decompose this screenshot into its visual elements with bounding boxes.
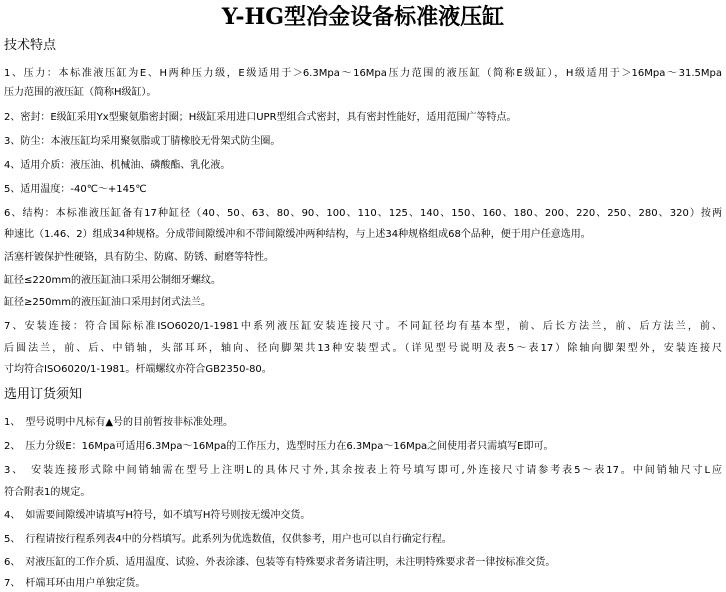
paragraph-line: 缸径≤220mm的液压缸油口采用公制细牙螺纹。 — [4, 275, 221, 286]
section-heading-technical-features: 技术特点 — [4, 38, 57, 53]
paragraph-line: 3、防尘：本液压缸均采用聚氨脂或丁腈橡胶无骨架式防尘圈。 — [4, 136, 281, 147]
section-heading-ordering-notes: 选用订货须知 — [4, 387, 83, 402]
list-item: 4、 如需要间隙缓冲请填写H符号，如不填写H符号则按无缓冲交货。 — [4, 510, 311, 521]
list-item-continuation: 符合附表1的规定。 — [4, 487, 91, 498]
list-item: 5、 行程请按行程系列表4中的分档填写。此系列为优选数值，仅供参考，用户也可以自行确定行程。 — [4, 534, 452, 545]
paragraph-line: 后圆法兰，前、后、中销轴，头部耳环，轴向、径向脚架共13种安装型式。（详见型号说明及表5～表17）除轴向脚架型外，安装连接尺 — [4, 343, 722, 354]
list-item: 2、 压力分级E：16Mpa可适用6.3Mpa～16Mpa的工作压力，选型时压力在6.3Mpa～16Mpa之间使用者只需填写E即可。 — [4, 441, 554, 452]
paragraph-line: 缸径≥250mm的液压缸油口采用封闭式法兰。 — [4, 297, 211, 308]
list-item: 6、 对液压缸的工作介质、适用温度、试验、外表涂漆、包装等有特殊要求者务请注明，未注明特殊要求者一律按标准交货。 — [4, 557, 556, 568]
list-item: 7、 杆端耳环由用户单独定货。 — [4, 578, 146, 589]
paragraph-line: 活塞杆镀保护性硬铬，具有防尘、防腐、防锈、耐磨等特性。 — [4, 252, 274, 263]
paragraph-line: 6、结构：本标准液压缸备有17种缸径（40、50、63、80、90、100、110、125、140、150、160、180、200、220、250、280、320）按两 — [4, 208, 722, 219]
paragraph-line: 4、适用介质：液压油、机械油、磷酸酯、乳化液。 — [4, 160, 231, 171]
paragraph-line: 寸均符合ISO6020/1-1981。杆端螺纹亦符合GB2350-80。 — [4, 364, 272, 375]
document-title: Y-HG型冶金设备标准液压缸 — [221, 4, 505, 30]
paragraph-line: 5、适用温度：-40℃～+145℃ — [4, 184, 147, 195]
paragraph-line: 种速比（1.46、2）组成34种规格。分成带间隙缓冲和不带间隙缓冲两种结构，与上述34种规格组成68个品种，便于用户任意选用。 — [4, 229, 591, 240]
paragraph-line: 2、密封：E级缸采用Yx型聚氨脂密封圈；H级缸采用进口UPR型组合式密封，具有密封性能好，适用范围广等特点。 — [4, 112, 517, 123]
list-item: 1、 型号说明中凡标有▲号的目前暂按非标准处理。 — [4, 417, 234, 428]
list-item: 3、 安装连接形式除中间销轴需在型号上注明L的具体尺寸外,其余按表上符号填写即可,外连接尺寸请参考表5～表17。中间销轴尺寸L应 — [4, 465, 722, 476]
paragraph-line: 压力范围的液压缸（简称H级缸）。 — [4, 87, 157, 98]
paragraph-line: 1、压力：本标准液压缸为E、H两种压力级，E级适用于＞6.3Mpa～16Mpa压力范围的液压缸（简称E级缸），H级适用于＞16Mpa～31.5Mpa — [4, 68, 722, 79]
paragraph-line: 7、安装连接：符合国际标准ISO6020/1-1981中系列液压缸安装连接尺寸。不同缸径均有基本型，前、后长方法兰，前、后方法兰，前、 — [4, 321, 722, 332]
